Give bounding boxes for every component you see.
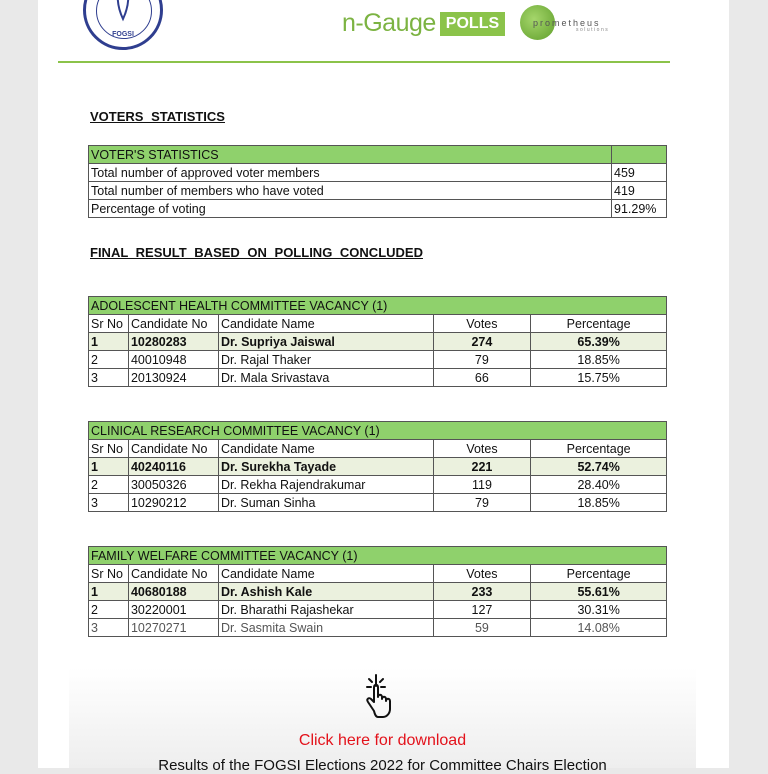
table-row [89, 619, 667, 637]
column-header-row [89, 315, 667, 333]
col-sr-no: Sr No [89, 565, 129, 583]
cell-percentage: 65.39% [531, 333, 667, 351]
cell-candidate-no: 30050326 [128, 476, 218, 494]
voters-row-label: Total number of members who have voted [89, 182, 612, 200]
table-row [89, 601, 667, 619]
cell-candidate-no: 40010948 [128, 351, 218, 369]
final-result-heading: FINAL RESULT BASED ON POLLING CONCLUDED [90, 245, 423, 260]
table-row-winner [89, 583, 667, 601]
cell-votes: 79 [433, 494, 531, 512]
cell-percentage: 55.61% [531, 583, 667, 601]
committee-table-clinical-research [88, 421, 667, 512]
column-header-row [89, 440, 667, 458]
col-candidate-no: Candidate No [128, 440, 218, 458]
voters-row-value: 459 [612, 164, 667, 182]
cell-sr-no: 2 [89, 601, 129, 619]
cell-candidate-no: 40680188 [128, 583, 218, 601]
hand-pointer-icon[interactable] [365, 673, 399, 719]
prometheus-logo-text: prometheus [533, 17, 601, 28]
committee-title-row [89, 297, 667, 315]
cell-candidate-no: 30220001 [128, 601, 218, 619]
voters-table-row [89, 164, 667, 182]
voters-table-row [89, 182, 667, 200]
cell-candidate-name: Dr. Supriya Jaiswal [218, 333, 433, 351]
col-candidate-no: Candidate No [128, 565, 218, 583]
cell-sr-no: 1 [89, 583, 129, 601]
cell-candidate-name: Dr. Ashish Kale [218, 583, 433, 601]
cell-votes: 221 [433, 458, 531, 476]
cell-votes: 127 [433, 601, 531, 619]
cell-candidate-name: Dr. Rajal Thaker [218, 351, 433, 369]
cell-candidate-no: 20130924 [128, 369, 218, 387]
cell-sr-no: 2 [89, 476, 129, 494]
cell-candidate-name: Dr. Bharathi Rajashekar [218, 601, 433, 619]
col-candidate-name: Candidate Name [218, 440, 433, 458]
voters-row-value: 419 [612, 182, 667, 200]
table-row [89, 369, 667, 387]
cell-percentage: 18.85% [531, 351, 667, 369]
col-candidate-no: Candidate No [128, 315, 218, 333]
col-sr-no: Sr No [89, 440, 129, 458]
table-row [89, 494, 667, 512]
download-link[interactable]: Click here for download [298, 732, 467, 749]
cell-percentage: 30.31% [531, 601, 667, 619]
cell-candidate-name: Dr. Suman Sinha [218, 494, 433, 512]
header-divider [58, 61, 670, 63]
committee-table-family-welfare [88, 546, 667, 637]
fogsi-logo-text: FOGSI [112, 31, 134, 38]
committee-title-row [89, 547, 667, 565]
cell-candidate-no: 10270271 [128, 619, 218, 637]
cell-candidate-name: Dr. Mala Srivastava [218, 369, 433, 387]
voters-row-label: Percentage of voting [89, 200, 612, 218]
cell-sr-no: 3 [89, 619, 129, 637]
cell-candidate-name: Dr. Sasmita Swain [218, 619, 433, 637]
cell-votes: 59 [433, 619, 531, 637]
voters-table-title-row [89, 146, 667, 164]
cell-percentage: 15.75% [531, 369, 667, 387]
col-candidate-name: Candidate Name [218, 565, 433, 583]
column-header-row [89, 565, 667, 583]
prometheus-logo-subtext: solutions [576, 27, 610, 33]
cell-candidate-no: 40240116 [128, 458, 218, 476]
cell-votes: 233 [433, 583, 531, 601]
voters-table-title-blank [612, 146, 667, 164]
cell-percentage: 28.40% [531, 476, 667, 494]
cell-votes: 79 [433, 351, 531, 369]
voters-statistics-table [88, 145, 667, 218]
committee-title: ADOLESCENT HEALTH COMMITTEE VACANCY (1) [89, 297, 667, 315]
cell-sr-no: 1 [89, 458, 129, 476]
cell-percentage: 14.08% [531, 619, 667, 637]
col-votes: Votes [433, 315, 531, 333]
table-row [89, 476, 667, 494]
cell-candidate-name: Dr. Rekha Rajendrakumar [218, 476, 433, 494]
committee-title: CLINICAL RESEARCH COMMITTEE VACANCY (1) [89, 422, 667, 440]
cell-votes: 274 [433, 333, 531, 351]
committee-title: FAMILY WELFARE COMMITTEE VACANCY (1) [89, 547, 667, 565]
voters-statistics-heading: VOTERS STATISTICS [90, 109, 225, 124]
cell-votes: 66 [433, 369, 531, 387]
cell-votes: 119 [433, 476, 531, 494]
col-candidate-name: Candidate Name [218, 315, 433, 333]
cell-candidate-name: Dr. Surekha Tayade [218, 458, 433, 476]
col-votes: Votes [433, 440, 531, 458]
voters-row-label: Total number of approved voter members [89, 164, 612, 182]
col-votes: Votes [433, 565, 531, 583]
cell-percentage: 18.85% [531, 494, 667, 512]
cell-sr-no: 3 [89, 494, 129, 512]
table-row-winner [89, 333, 667, 351]
ngauge-logo-text: n-Gauge [342, 9, 436, 37]
download-panel[interactable] [69, 668, 696, 774]
table-row [89, 351, 667, 369]
col-percentage: Percentage [531, 315, 667, 333]
table-row-winner [89, 458, 667, 476]
voters-row-value: 91.29% [612, 200, 667, 218]
voters-table-row [89, 200, 667, 218]
cell-sr-no: 3 [89, 369, 129, 387]
committee-title-row [89, 422, 667, 440]
cell-candidate-no: 10280283 [128, 333, 218, 351]
cell-percentage: 52.74% [531, 458, 667, 476]
ngauge-polls-logo [342, 9, 505, 38]
cell-candidate-no: 10290212 [128, 494, 218, 512]
col-percentage: Percentage [531, 440, 667, 458]
col-percentage: Percentage [531, 565, 667, 583]
cell-sr-no: 1 [89, 333, 129, 351]
cell-sr-no: 2 [89, 351, 129, 369]
voters-table-title: VOTER'S STATISTICS [89, 146, 612, 164]
committee-table-adolescent-health [88, 296, 667, 387]
download-subtitle: Results of the FOGSI Elections 2022 for Committee Chairs Election [158, 757, 607, 774]
prometheus-logo [520, 5, 610, 40]
col-sr-no: Sr No [89, 315, 129, 333]
fogsi-emblem-icon [108, 0, 138, 24]
polls-badge: POLLS [440, 12, 505, 36]
